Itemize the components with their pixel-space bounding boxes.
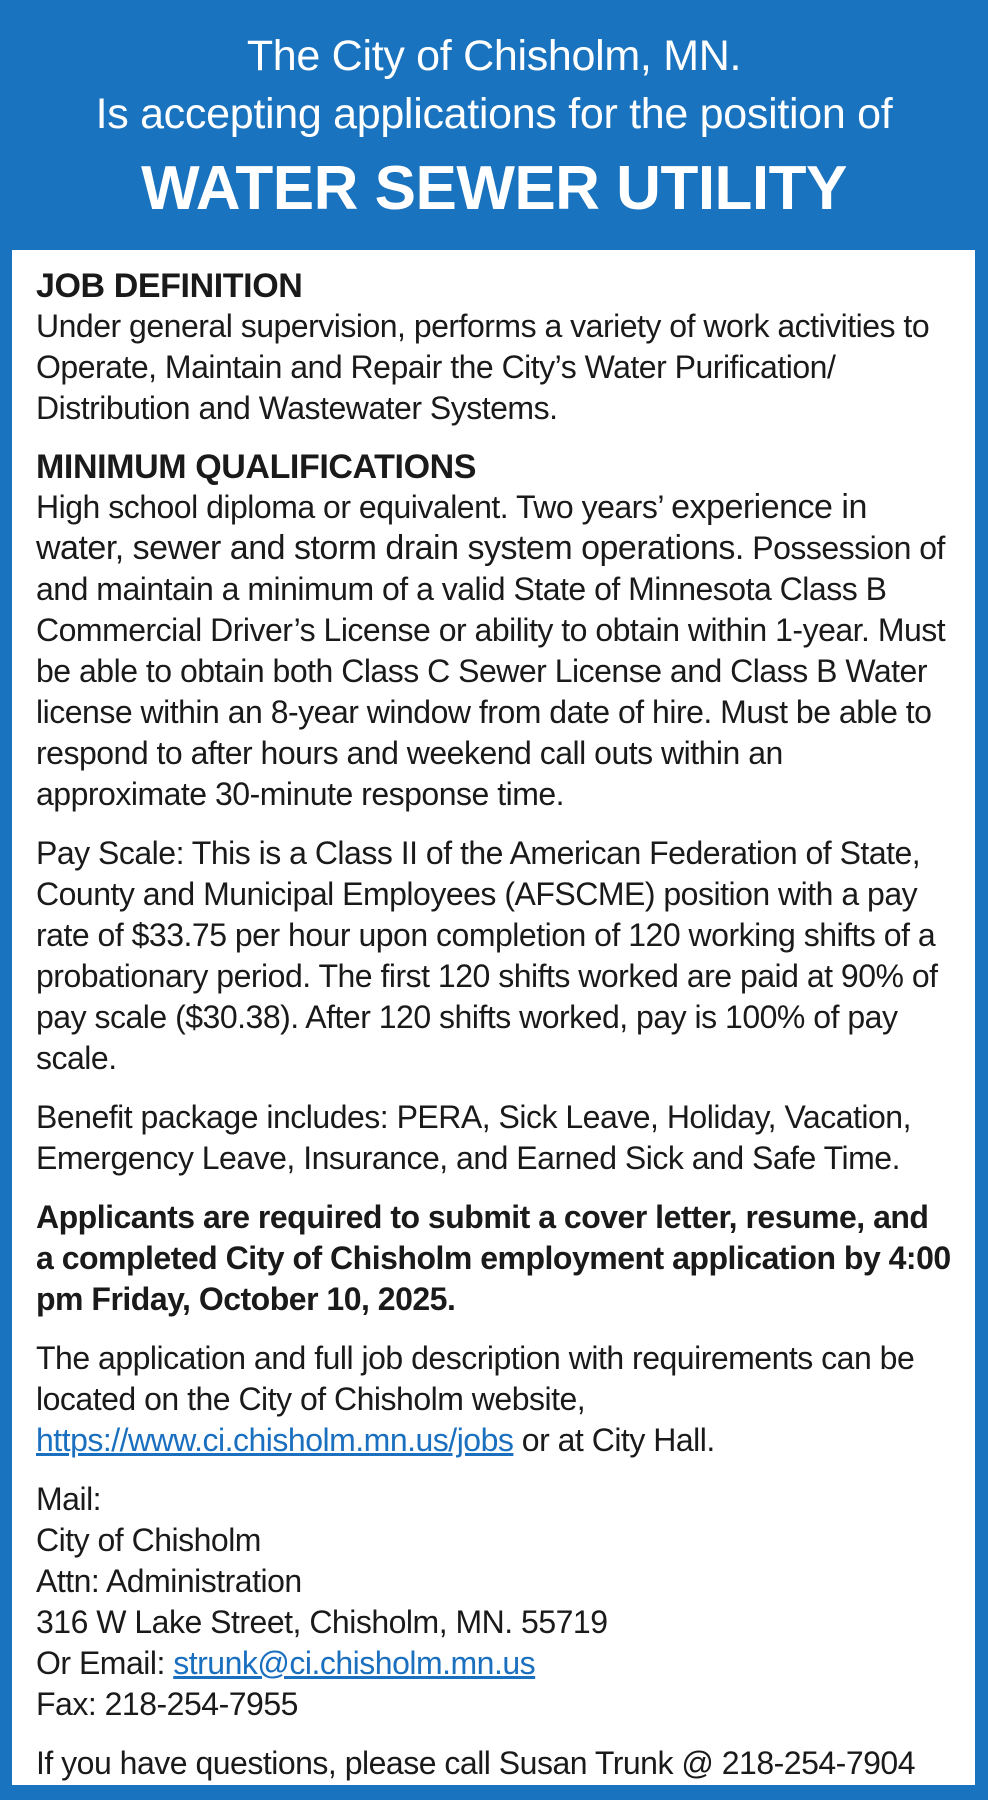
questions-text: If you have questions, please call Susan Trunk @ 218-254-7904 — [36, 1745, 915, 1781]
header-banner — [0, 0, 988, 250]
mail-attn: Attn: Administration — [36, 1563, 302, 1599]
benefits-text: Benefit package includes: PERA, Sick Leave, Holiday, Vacation, Emergency Leave, Insurance, and Earned Sick and Safe Time. — [36, 1099, 911, 1176]
qualifications-text-c: Possession of and maintain a minimum of a valid State of Minnesota Class B Commercial Driver’s License or ability to obtain within 1-year. Must be able to obtain both Class C Sewer License and Class B Water license within an 8-year window from date of hire. Must be able to respond to after hours and weekend call outs within an approximate 30-minute response time. — [36, 530, 946, 812]
jobs-link[interactable]: https://www.ci.chisholm.mn.us/jobs — [36, 1422, 514, 1458]
ad-body — [12, 250, 975, 1785]
accepting-line: Is accepting applications for the position of — [95, 90, 893, 138]
email-prefix: Or Email: — [36, 1645, 174, 1681]
qualifications-text — [36, 487, 951, 815]
mail-block — [36, 1479, 951, 1725]
qualifications-text-b: experience in water, sewer and storm drain system operations. — [36, 488, 867, 567]
application-requirement: Applicants are required to submit a cover letter, resume, and a completed City of Chisholm employment application by 4:00 pm Friday, October 10, 2025. — [36, 1199, 951, 1317]
fax-line: Fax: 218-254-7955 — [36, 1686, 298, 1722]
application-text: The application and full job description with requirements can be located on the City of Chisholm website, — [36, 1340, 915, 1417]
mail-org: City of Chisholm — [36, 1522, 261, 1558]
qualifications-heading: MINIMUM QUALIFICATIONS — [36, 448, 477, 486]
email-link[interactable]: strunk@ci.chisholm.mn.us — [173, 1645, 536, 1681]
job-definition-text: Under general supervision, performs a variety of work activities to Operate, Maintain and Repair the City’s Water Purification/ Distribution and Wastewater Systems. — [36, 308, 930, 426]
qualifications-text-a: High school diploma or equivalent. Two years’ — [36, 489, 672, 525]
mail-street: 316 W Lake Street, Chisholm, MN. 55719 — [36, 1604, 608, 1640]
application-suffix: or at City Hall. — [513, 1422, 715, 1458]
position-title: WATER SEWER UTILITY — [141, 154, 847, 223]
application-info — [36, 1338, 951, 1461]
mail-label: Mail: — [36, 1481, 102, 1517]
email-line — [36, 1643, 951, 1684]
job-definition-heading: JOB DEFINITION — [36, 267, 303, 305]
city-line: The City of Chisholm, MN. — [246, 32, 742, 80]
pay-scale-text: Pay Scale: This is a Class II of the American Federation of State, County and Municipal Employees (AFSCME) position with a pay rate of $33.75 per hour upon completion of 120 working shifts of a probationary period. The first 120 shifts worked are paid at 90% of pay scale ($30.38). After 120 shifts worked, pay is 100% of pay scale. — [36, 835, 938, 1076]
